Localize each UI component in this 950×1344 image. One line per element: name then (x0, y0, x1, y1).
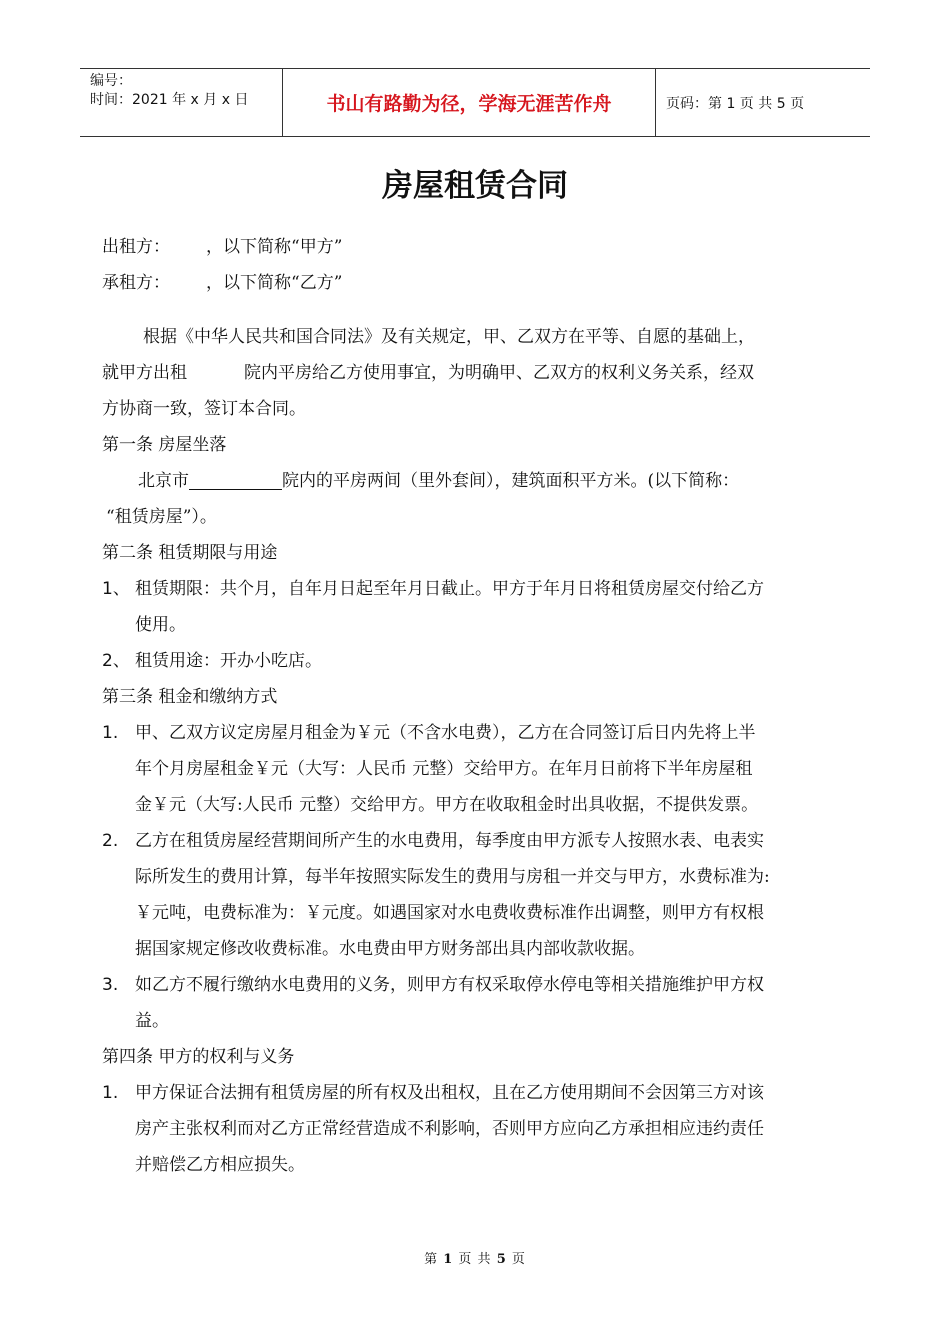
lessor-label: 出租方： (102, 237, 170, 257)
address-blank (189, 469, 282, 490)
item-line: 使用。 (135, 615, 186, 635)
intro-text: 院内平房给乙方使用事宜，为明确甲、乙双方的权利义务关系，经双 (244, 363, 754, 383)
lessee-suffix: ，以下简称“乙方” (206, 273, 343, 293)
lessee-label: 承租方： (102, 273, 170, 293)
footer-total-pages: 5 (496, 1252, 507, 1267)
lessor-suffix: ，以下简称“甲方” (206, 237, 343, 257)
item-line: 房产主张权利而对乙方正常经营造成不利影响，否则甲方应向乙方承担相应违约责任 (135, 1119, 764, 1139)
list-item (102, 715, 850, 823)
footer-text: 页 (511, 1252, 526, 1267)
header-motto: 书山有路勤为径，学海无涯苦作舟 (282, 69, 656, 136)
article-3-heading: 第三条 租金和缴纳方式 (102, 687, 278, 707)
header-page-info: 页码：第 1 页 共 5 页 (666, 95, 805, 112)
list-item (102, 823, 850, 967)
lessee-line (102, 265, 850, 301)
item-line: 益。 (135, 1011, 169, 1031)
item-line: 租赁期限：共个月，自年月日起至年月日截止。甲方于年月日将租赁房屋交付给乙方 (135, 579, 764, 599)
item-line: 年个月房屋租金￥元（大写：人民币 元整）交给甲方。在年月日前将下半年房屋租 (135, 759, 753, 779)
footer-page-number: 1 (443, 1252, 454, 1267)
item-number: 3. (102, 975, 119, 995)
item-line: 如乙方不履行缴纳水电费用的义务，则甲方有权采取停水停电等相关措施维护甲方权 (135, 975, 764, 995)
item-number: 2、 (102, 651, 130, 671)
page-title: 房屋租赁合同 (382, 168, 568, 204)
item-number: 1. (102, 1083, 119, 1103)
intro-line: 根据《中华人民共和国合同法》及有关规定，甲、乙双方在平等、自愿的基础上， (143, 327, 755, 347)
article-4-heading: 第四条 甲方的权利与义务 (102, 1047, 295, 1067)
intro-line (102, 355, 850, 391)
list-item (102, 1075, 850, 1183)
article-1-heading: 第一条 房屋坐落 (102, 435, 227, 455)
list-item (102, 967, 850, 1039)
item-line: 甲、乙双方议定房屋月租金为￥元（不含水电费），乙方在合同签订后日内先将上半 (135, 723, 756, 743)
header-meta (80, 69, 282, 136)
item-number: 1. (102, 723, 119, 743)
footer-text: 页 共 (458, 1252, 492, 1267)
intro-paragraph (102, 319, 850, 427)
item-number: 2. (102, 831, 119, 851)
address-text: 院内的平房两间（里外套间），建筑面积平方米。(以下简称： (282, 471, 740, 491)
contract-body (102, 229, 850, 1183)
item-line: 乙方在租赁房屋经营期间所产生的水电费用，每季度由甲方派专人按照水表、电表实 (135, 831, 764, 851)
item-line: 据国家规定修改收费标准。水电费由甲方财务部出具内部收款收据。 (135, 939, 645, 959)
item-line: 甲方保证合法拥有租赁房屋的所有权及出租权，且在乙方使用期间不会因第三方对该 (135, 1083, 764, 1103)
intro-text: 就甲方出租 (102, 363, 187, 383)
lessor-line (102, 229, 850, 265)
footer-text: 第 (424, 1252, 439, 1267)
address-prefix: 北京市 (138, 471, 189, 491)
article-1-line: “租赁房屋”）。 (106, 507, 217, 527)
item-line: 并赔偿乙方相应损失。 (135, 1155, 305, 1175)
page-footer (0, 1248, 950, 1267)
document-header (80, 68, 870, 137)
intro-line: 方协商一致，签订本合同。 (102, 399, 306, 419)
header-time: 时间：2021 年 x 月 x 日 (90, 92, 249, 108)
article-2-heading: 第二条 租赁期限与用途 (102, 543, 278, 563)
item-line: 租赁用途：开办小吃店。 (135, 651, 322, 671)
item-line: 际所发生的费用计算，每半年按照实际发生的费用与房租一并交与甲方，水费标准为: (135, 867, 770, 887)
list-item (102, 571, 850, 643)
item-number: 1、 (102, 579, 130, 599)
item-line: ￥元吨，电费标准为：￥元度。如遇国家对水电费收费标准作出调整，则甲方有权根 (135, 903, 764, 923)
item-line: 金￥元（大写:人民币 元整）交给甲方。甲方在收取租金时出具收据，不提供发票。 (135, 795, 759, 815)
article-1-line (102, 463, 850, 499)
header-number: 编号： (90, 73, 132, 89)
list-item (102, 643, 850, 679)
